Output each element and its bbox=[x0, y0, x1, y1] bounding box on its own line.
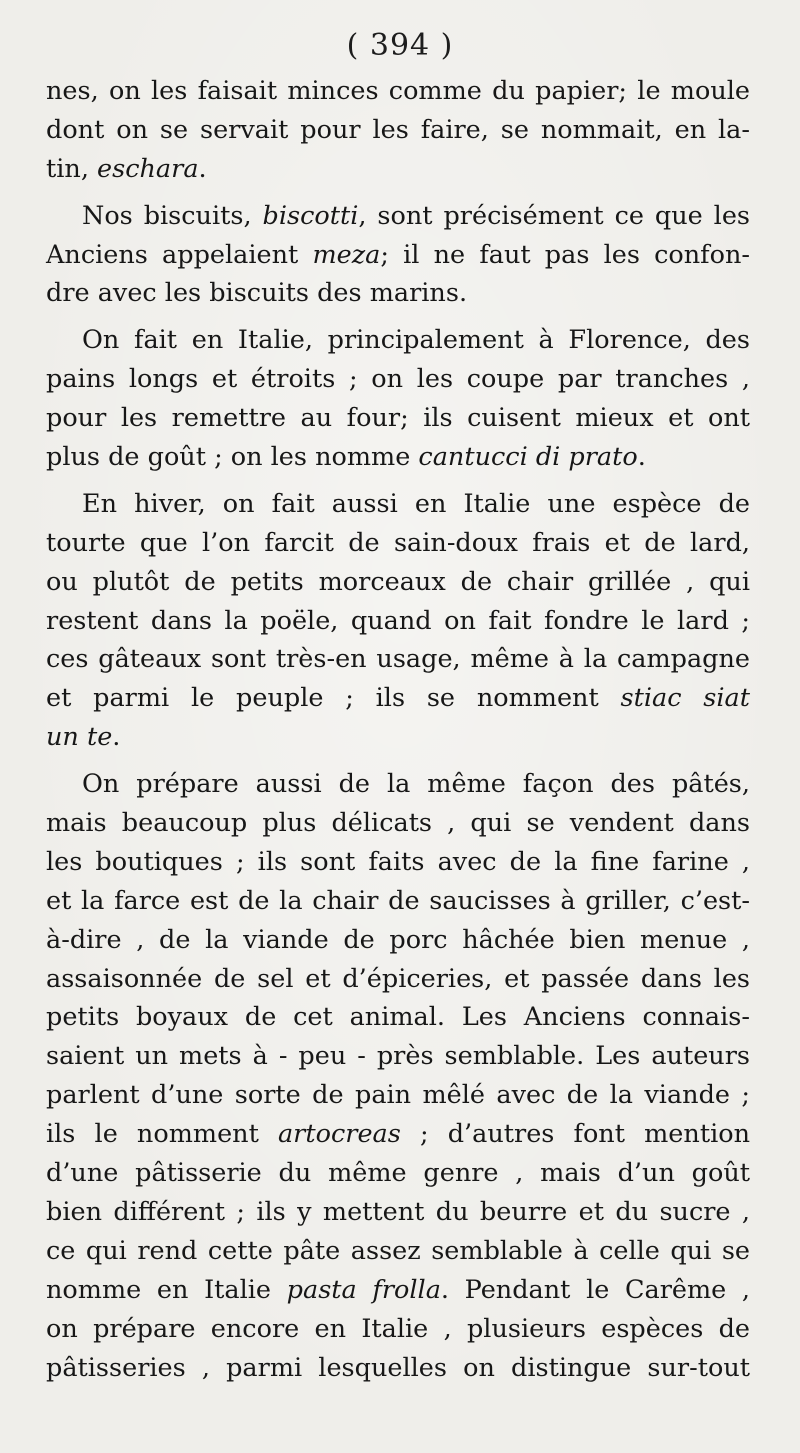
text-line bbox=[46, 563, 750, 602]
text-segment: pour les remettre au four; ils cuisent mieux et ont bbox=[46, 403, 750, 434]
text-segment: mais beaucoup plus délicats , qui se vendent dans bbox=[46, 808, 750, 839]
text-line bbox=[46, 960, 750, 999]
text-line bbox=[46, 998, 750, 1037]
text-segment: dre avec les biscuits des marins. bbox=[46, 278, 468, 309]
text-line bbox=[46, 1193, 750, 1232]
text-line bbox=[46, 321, 750, 360]
text-line bbox=[46, 718, 750, 757]
text-segment: parlent d’une sorte de pain mêlé avec de la viande ; bbox=[46, 1080, 750, 1111]
text-segment: petits boyaux de cet animal. Les Anciens connais- bbox=[46, 1002, 750, 1033]
text-segment: ou plutôt de petits morceaux de chair grillée , qui bbox=[46, 566, 750, 597]
text-line bbox=[46, 765, 750, 804]
text-line bbox=[46, 72, 750, 111]
text-line bbox=[46, 804, 750, 843]
text-segment: dont on se servait pour les faire, se nommait, en la- bbox=[46, 114, 750, 145]
text-segment: . bbox=[112, 722, 121, 753]
text-line bbox=[46, 843, 750, 882]
text-segment: d’une pâtisserie du même genre , mais d’un goût bbox=[46, 1158, 750, 1189]
text-line bbox=[46, 438, 750, 477]
text-line bbox=[46, 1115, 750, 1154]
text-segment: on prépare encore en Italie , plusieurs espèces de bbox=[46, 1313, 750, 1344]
italic-term: cantucci di prato bbox=[418, 442, 638, 473]
body-text bbox=[46, 72, 750, 1387]
text-segment: Anciens appelaient bbox=[46, 239, 313, 270]
text-segment: saient un mets à - peu - près semblable. Les auteurs bbox=[46, 1041, 750, 1072]
text-line bbox=[46, 197, 750, 236]
italic-term: un te bbox=[46, 722, 113, 753]
text-line bbox=[46, 602, 750, 641]
text-segment: restent dans la poële, quand on fait fondre le lard ; bbox=[46, 605, 750, 636]
text-segment: . bbox=[198, 153, 207, 184]
text-segment: tourte que l’on farcit de sain-doux frais et de lard, bbox=[46, 527, 750, 558]
text-segment: On prépare aussi de la même façon des pâtés, bbox=[82, 769, 750, 800]
text-line bbox=[46, 1310, 750, 1349]
italic-term: eschara bbox=[97, 153, 199, 184]
text-segment: ce qui rend cette pâte assez semblable à celle qui se bbox=[46, 1235, 750, 1266]
text-segment: et la farce est de la chair de saucisses à griller, c’est- bbox=[46, 885, 750, 916]
text-segment: . bbox=[637, 442, 646, 473]
text-line bbox=[46, 360, 750, 399]
text-segment: On fait en Italie, principalement à Florence, des bbox=[82, 325, 750, 356]
text-line bbox=[46, 150, 750, 189]
italic-term: artocreas bbox=[277, 1119, 401, 1150]
text-segment: , sont précisément ce que les bbox=[358, 200, 751, 231]
text-segment: En hiver, on fait aussi en Italie une espèce de bbox=[82, 488, 750, 519]
italic-term: stiac siat bbox=[620, 683, 750, 714]
text-segment: ; il ne faut pas les confon- bbox=[380, 239, 750, 270]
text-line bbox=[46, 111, 750, 150]
italic-term: pasta frolla bbox=[286, 1274, 441, 1305]
text-line bbox=[46, 274, 750, 313]
text-segment: ces gâteaux sont très-en usage, même à la campagne bbox=[46, 644, 750, 675]
text-line bbox=[46, 524, 750, 563]
text-segment: les boutiques ; ils sont faits avec de la fine farine , bbox=[46, 846, 750, 877]
text-line bbox=[46, 1154, 750, 1193]
text-line bbox=[46, 485, 750, 524]
text-segment: . Pendant le Carême , bbox=[440, 1274, 751, 1305]
page-number: ( 394 ) bbox=[346, 28, 454, 63]
text-line bbox=[46, 1232, 750, 1271]
text-segment: assaisonnée de sel et d’épiceries, et passée dans les bbox=[46, 963, 750, 994]
text-segment: ils le nomment bbox=[46, 1119, 278, 1150]
text-line bbox=[46, 1271, 750, 1310]
text-segment: tin, bbox=[46, 153, 98, 184]
text-segment: ; d’autres font mention bbox=[400, 1119, 750, 1150]
text-line bbox=[46, 399, 750, 438]
text-line bbox=[46, 236, 750, 275]
text-segment: pains longs et étroits ; on les coupe par tranches , bbox=[46, 364, 750, 395]
italic-term: biscotti bbox=[262, 200, 359, 231]
text-line bbox=[46, 1037, 750, 1076]
text-line bbox=[46, 640, 750, 679]
text-line bbox=[46, 679, 750, 718]
text-segment: plus de goût ; on les nomme bbox=[46, 442, 419, 473]
text-line bbox=[46, 1076, 750, 1115]
text-line bbox=[46, 882, 750, 921]
italic-term: meza bbox=[312, 239, 381, 270]
text-segment: et parmi le peuple ; ils se nomment bbox=[46, 683, 621, 714]
text-segment: nes, on les faisait minces comme du papier; le moule bbox=[46, 76, 750, 106]
text-line bbox=[46, 1349, 750, 1388]
text-line bbox=[46, 921, 750, 960]
text-segment: à-dire , de la viande de porc hâchée bien menue , bbox=[46, 924, 750, 955]
text-segment: bien différent ; ils y mettent du beurre et du sucre , bbox=[46, 1196, 750, 1227]
text-segment: pâtisseries , parmi lesquelles on distingue sur-tout bbox=[46, 1352, 750, 1383]
text-segment: nomme en Italie bbox=[46, 1274, 287, 1305]
text-segment: Nos biscuits, bbox=[82, 200, 263, 231]
